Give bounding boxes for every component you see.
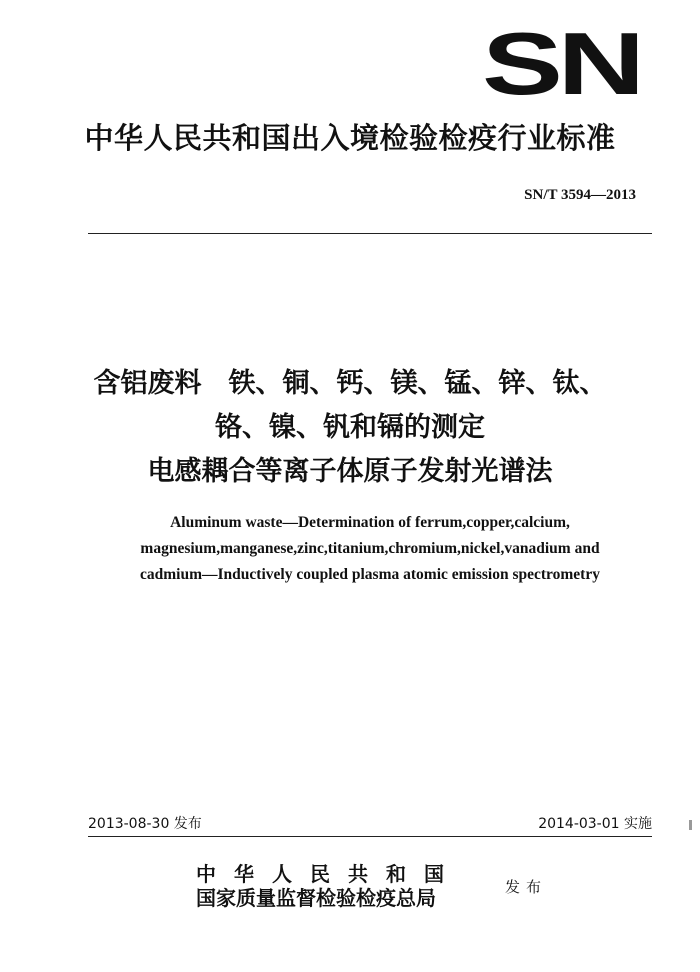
bottom-divider <box>88 836 652 837</box>
chinese-title <box>0 362 700 494</box>
standard-code: SN/T 3594—2013 <box>524 187 636 203</box>
edge-mark <box>689 820 692 830</box>
chinese-title-line-2: 铬、镍、钒和镉的测定 <box>215 412 485 443</box>
publish-date: 2013-08-30 发布 <box>88 816 202 832</box>
english-title-line-2: magnesium,manganese,zinc,titanium,chromium,nickel,vanadium and <box>140 540 600 557</box>
organization-title: 中华人民共和国出入境检验检疫行业标准 <box>84 121 616 155</box>
english-title-line-1: Aluminum waste—Determination of ferrum,copper,calcium, <box>170 514 570 531</box>
issue-word: 发布 <box>505 878 548 896</box>
issuing-authority <box>196 862 462 910</box>
chinese-title-line-3: 电感耦合等离子体原子发射光谱法 <box>147 456 553 487</box>
english-title <box>100 510 640 588</box>
top-divider <box>88 233 652 234</box>
sn-logo: SN <box>482 14 640 113</box>
chinese-title-line-1: 含铝废料 铁、铜、钙、镁、锰、锌、钛、 <box>93 368 607 399</box>
effective-date: 2014-03-01 实施 <box>538 816 652 832</box>
english-title-line-3: cadmium—Inductively coupled plasma atomic emission spectrometry <box>140 566 600 583</box>
issuer-line-2: 国家质量监督检验检疫总局 <box>196 886 436 910</box>
issuer-line-1: 中华人民共和国 <box>196 862 462 886</box>
